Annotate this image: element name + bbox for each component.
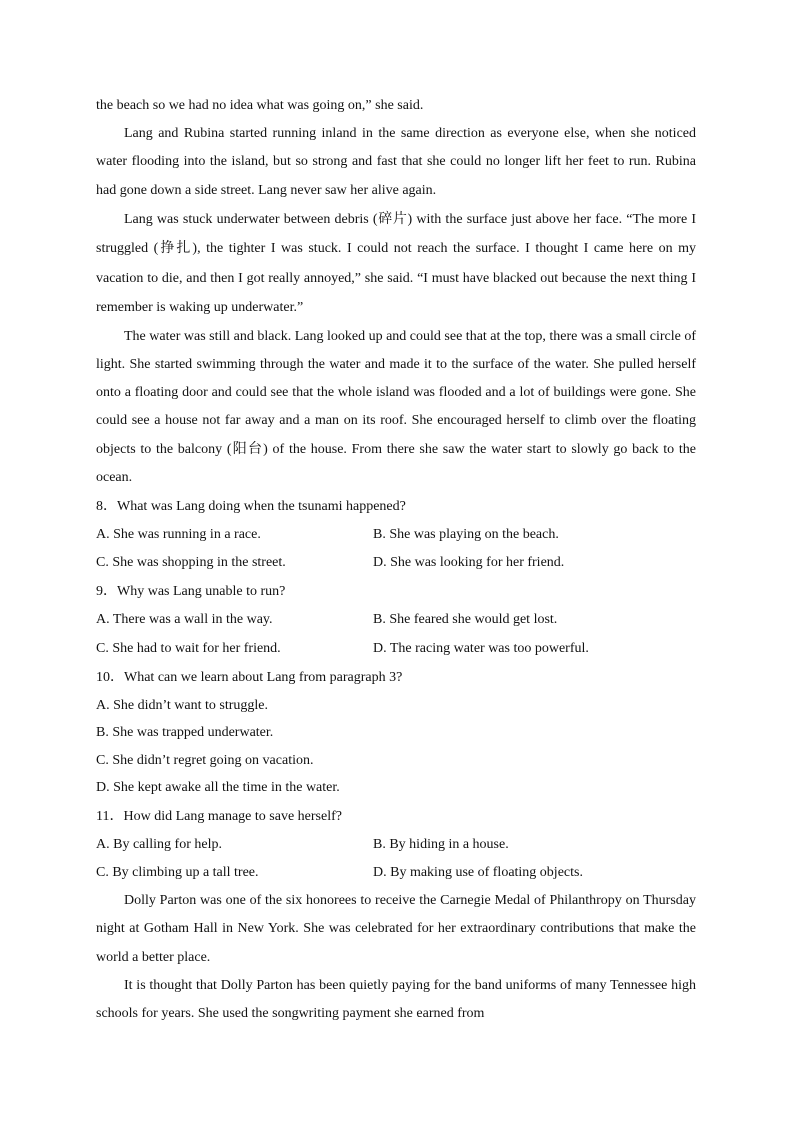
question-10 bbox=[96, 663, 696, 802]
option-a: A. She didn’t want to struggle. bbox=[96, 697, 269, 713]
question-stem: 10．What can we learn about Lang from paragraph 3? bbox=[96, 669, 403, 685]
option-a: A. By calling for help. bbox=[96, 836, 222, 852]
question-stem: 8．What was Lang doing when the tsunami happened? bbox=[96, 499, 406, 515]
passage-paragraph: The water was still and black. Lang looked up and could see that at the top, there was a small circle of light. She started swimming through the water and made it to the surface of the water. She pulled herself onto a floating door and could see that the whole island was flooded and a lot of buildings were gone. She could see a house not far away and a man on its roof. She encouraged herself to climb over the floating objects to the balcony (阳台) of the house. From there she saw the water start to slowly go back to the ocean. bbox=[96, 328, 696, 485]
option-b: B. She was playing on the beach. bbox=[373, 527, 559, 543]
passage-paragraph: Lang was stuck underwater between debris (碎片) with the surface just above her face. “The more I struggled (挣扎), the tighter I was stuck. I could not reach the surface. I thought I came here on my vacation to die, and then I got really annoyed,” she said. “I must have blacked out because the next thing I remember is waking up underwater.” bbox=[96, 211, 696, 316]
option-b: B. She feared she would get lost. bbox=[373, 612, 558, 628]
passage-paragraph: the beach so we had no idea what was going on,” she said. bbox=[96, 98, 424, 113]
option-d: D. By making use of floating objects. bbox=[373, 865, 583, 881]
passage-paragraph: Lang and Rubina started running inland in the same direction as everyone else, when she noticed water flooding into the island, but so strong and fast that she could no longer lift her feet to run. Rubina had gone down a side street. Lang never saw her alive again. bbox=[96, 126, 696, 198]
option-a: A. She was running in a race. bbox=[96, 527, 261, 543]
option-d: D. The racing water was too powerful. bbox=[373, 640, 589, 656]
option-c: C. By climbing up a tall tree. bbox=[96, 865, 259, 881]
option-d: D. She was looking for her friend. bbox=[373, 555, 565, 571]
question-11 bbox=[96, 802, 696, 887]
question-stem: 9．Why was Lang unable to run? bbox=[96, 584, 286, 600]
passage-paragraph: It is thought that Dolly Parton has been quietly paying for the band uniforms of many Tennessee high schools for years. She used the songwriting payment she earned from bbox=[96, 977, 696, 1022]
question-8 bbox=[96, 492, 696, 577]
option-c: C. She was shopping in the street. bbox=[96, 555, 286, 571]
passage-paragraph: Dolly Parton was one of the six honorees to receive the Carnegie Medal of Philanthropy on Thursday night at Gotham Hall in New York. She was celebrated for her extraordinary contributions that make the world a better place. bbox=[96, 893, 696, 965]
option-a: A. There was a wall in the way. bbox=[96, 612, 273, 628]
question-9 bbox=[96, 577, 696, 662]
option-c: C. She had to wait for her friend. bbox=[96, 640, 281, 656]
option-b: B. She was trapped underwater. bbox=[96, 725, 274, 741]
document-page bbox=[96, 92, 696, 1028]
question-stem: 11．How did Lang manage to save herself? bbox=[96, 808, 342, 824]
option-c: C. She didn’t regret going on vacation. bbox=[96, 752, 314, 768]
option-b: B. By hiding in a house. bbox=[373, 836, 509, 852]
option-d: D. She kept awake all the time in the water. bbox=[96, 780, 340, 796]
